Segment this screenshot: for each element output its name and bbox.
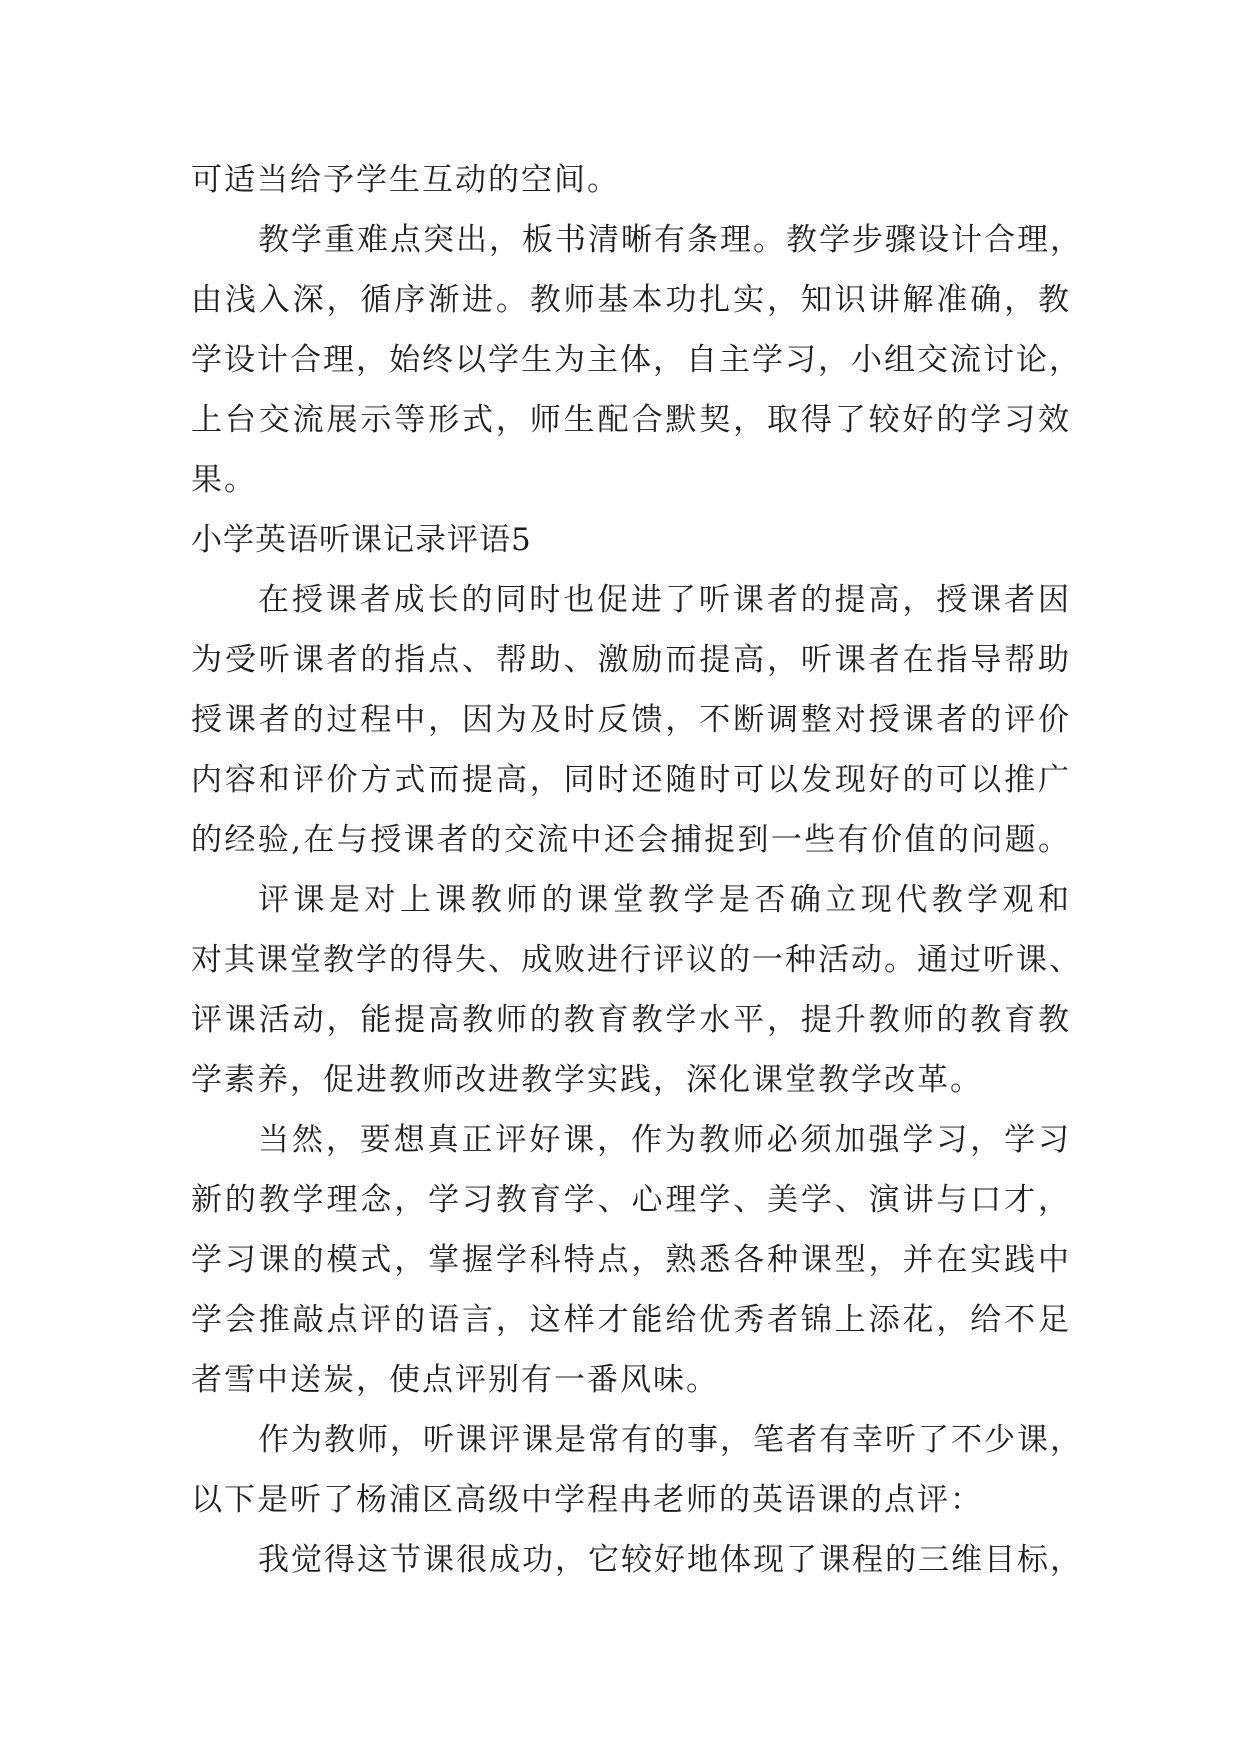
paragraph-line: 果。 xyxy=(191,462,257,498)
paragraph-line: 当然，要想真正评好课，作为教师必须加强学习，学习 xyxy=(258,1122,1071,1158)
paragraph-line: 授课者的过程中，因为及时反馈，不断调整对授课者的评价 xyxy=(191,702,1071,738)
paragraph-line: 者雪中送炭，使点评别有一番风味。 xyxy=(191,1362,719,1398)
paragraph-line: 对其课堂教学的得失、成败进行评议的一种活动。通过听课、 xyxy=(191,942,1082,978)
paragraph-line: 内容和评价方式而提高，同时还随时可以发现好的可以推广 xyxy=(191,762,1071,798)
paragraph-line: 教学重难点突出，板书清晰有条理。教学步骤设计合理， xyxy=(258,222,1083,258)
paragraph-line: 学设计合理，始终以学生为主体，自主学习，小组交流讨论， xyxy=(191,342,1082,378)
paragraph-line: 由浅入深，循序渐进。教师基本功扎实，知识讲解准确，教 xyxy=(191,282,1071,318)
paragraph-line: 为受听课者的指点、帮助、激励而提高，听课者在指导帮助 xyxy=(191,642,1071,678)
paragraph-line: 评课活动，能提高教师的教育教学水平，提升教师的教育教 xyxy=(191,1002,1071,1038)
paragraph-line: 学习课的模式，掌握学科特点，熟悉各种课型，并在实践中 xyxy=(191,1242,1071,1278)
paragraph-line: 学素养，促进教师改进教学实践，深化课堂教学改革。 xyxy=(191,1062,983,1098)
paragraph-line: 在授课者成长的同时也促进了听课者的提高，授课者因 xyxy=(258,582,1071,618)
paragraph-line: 评课是对上课教师的课堂教学是否确立现代教学观和 xyxy=(258,882,1071,918)
paragraph-line: 作为教师，听课评课是常有的事，笔者有幸听了不少课， xyxy=(258,1422,1083,1458)
paragraph-line: 以下是听了杨浦区高级中学程冉老师的英语课的点评： xyxy=(191,1482,983,1518)
paragraph-line: 新的教学理念，学习教育学、心理学、美学、演讲与口才， xyxy=(191,1182,1071,1218)
paragraph-line: 学会推敲点评的语言，这样才能给优秀者锦上添花，给不足 xyxy=(191,1302,1071,1338)
paragraph-line: 的经验,在与授课者的交流中还会捕捉到一些有价值的问题。 xyxy=(191,822,1071,858)
paragraph-line: 可适当给予学生互动的空间。 xyxy=(191,162,620,198)
paragraph-line: 我觉得这节课很成功，它较好地体现了课程的三维目标， xyxy=(258,1542,1083,1578)
paragraph-line: 上台交流展示等形式，师生配合默契，取得了较好的学习效 xyxy=(191,402,1071,438)
section-heading: 小学英语听课记录评语5 xyxy=(191,522,532,558)
